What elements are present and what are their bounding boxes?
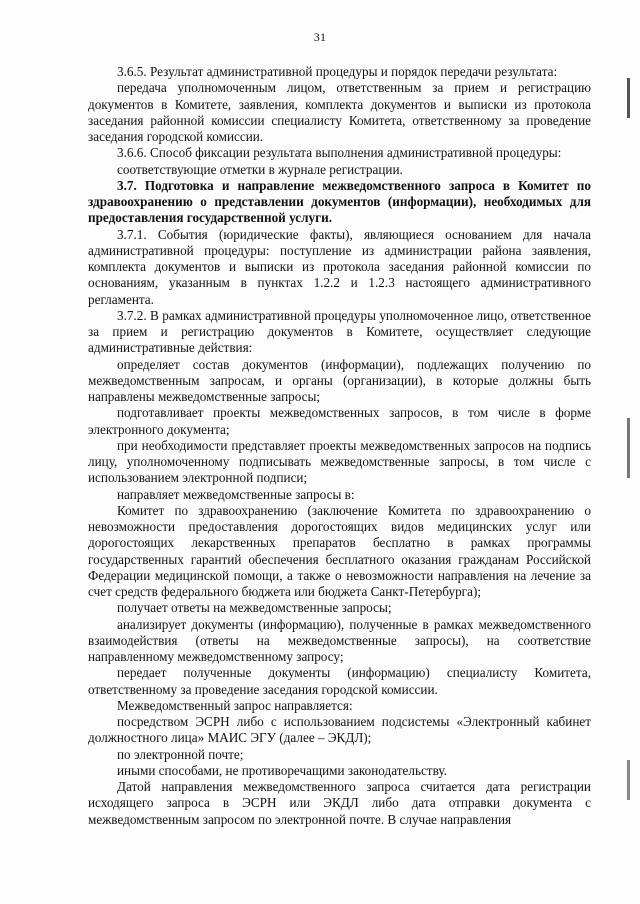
paragraph-other-ways: иными способами, не противоречащими законодательству. [117,762,447,778]
paragraph-via-email: по электронной почте; [117,746,244,762]
paragraph-sending-date: Датой направления межведомственного запроса считается дата регистрации исходящего запроса в ЭСРН или ЭКДЛ либо дата отправки документа с межведомственным запросом по электронной почте. В случае направления [88,779,591,827]
scan-edge-mark [627,78,630,118]
paragraph-3-6-6: 3.6.6. Способ фиксации результата выполнения административной процедуры: [117,145,562,161]
paragraph-receives-answers: получает ответы на межведомственные запросы; [117,600,392,616]
paragraph-3-7-1: 3.7.1. События (юридические факты), являющиеся основанием для начала административной процедуры: поступление из администрации района заявления, комплекта документов и выписки из протокола заседания районной комиссии по основаниям, указанным в пунктах 1.2.2 и 1.2.3 настоящего административного регламента. [88,226,591,307]
paragraph-transfers-documents: передает полученные документы (информацию) специалисту Комитета, ответственному за проведение заседания городской комиссии. [88,665,591,697]
section-heading-3-7: 3.7. Подготовка и направление межведомственного запроса в Комитет по здравоохранению о представлении документов (информации), необходимых для предоставления государственной услуги. [88,177,591,226]
paragraph-request-sent-via: Межведомственный запрос направляется: [117,697,353,713]
paragraph-journal-marks: соответствующие отметки в журнале регистрации. [117,161,403,177]
paragraph-presents-for-signature: при необходимости представляет проекты межведомственных запросов на подпись лицу, уполномоченному подписывать межведомственные запросы, в том числе с использованием электронной подписи; [88,437,591,486]
scan-edge-mark [627,418,630,478]
document-body [88,64,591,828]
paragraph-result-transfer: передача уполномоченным лицом, ответственным за прием и регистрацию документов в Комитете, заявления, комплекта документов и выписки из протокола заседания районной комиссии специалисту Комитета, ответственному за проведение заседания городской комиссии. [88,80,591,144]
paragraph-3-6-5: 3.6.5. Результат административной процедуры и порядок передачи результата: [117,64,558,79]
paragraph-3-7-2: 3.7.2. В рамках административной процедуры уполномоченное лицо, ответственное за прием и регистрацию документов в Комитете, осуществляет следующие административные действия: [88,307,591,356]
paragraph-health-committee: Комитет по здравоохранению (заключение Комитета по здравоохранению о невозможности предоставления дорогостоящих видов медицинских услуг или дорогостоящих лекарственных препаратов бесплатно в рамках программы государственных гарантий обеспечения бесплатного оказания гражданам Российской Федерации медицинской помощи, а также о невозможности направления на лечение за счет средств федерального бюджета или бюджета Санкт-Петербурга); [88,502,591,599]
paragraph-prepares-drafts: подготавливает проекты межведомственных запросов, в том числе в форме электронного документа; [88,405,591,437]
paragraph-analyzes-documents: анализирует документы (информацию), полученные в рамках межведомственного взаимодействия (ответы на межведомственные запросы), на соответствие направленному межведомственному запросу; [88,616,591,664]
paragraph-determines-composition: определяет состав документов (информации), подлежащих получению по межведомственным запросам, и органы (организации), в которые должны быть направлены межведомственные запросы; [88,356,591,404]
scan-edge-mark [627,760,630,800]
page-number: 31 [313,30,327,44]
paragraph-via-esrn: посредством ЭСРН либо с использованием подсистемы «Электронный кабинет должностного лица» МАИС ЭГУ (далее – ЭКДЛ); [88,714,591,746]
paragraph-sends-requests: направляет межведомственные запросы в: [117,486,355,502]
